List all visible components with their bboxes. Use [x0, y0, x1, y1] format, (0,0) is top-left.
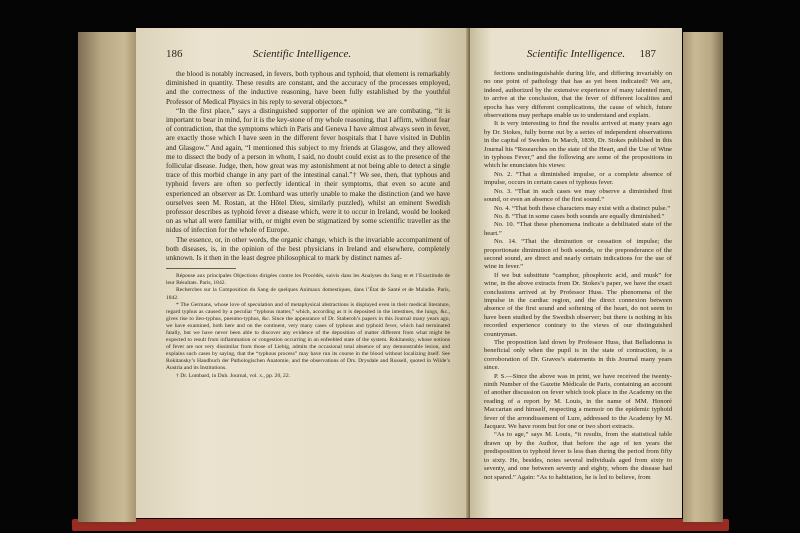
right-paragraph-6: No. 8. “That in some cases both sounds are equally diminished.”	[494, 212, 665, 220]
footnote-4: † Dr. Lombard, in Dub. Journal, vol. x., pp. 20, 22.	[176, 372, 291, 379]
left-page-body	[166, 70, 450, 380]
right-paragraph-11: P. S.—Since the above was in print, we have received the twenty-ninth Number of the Gazette Médicale de Paris, containing an account of another discussion on fever which took place in the Academy on the reading of a report by M. Louis, in the name of MM. Honoré Maccartan and himself, respecting a memoir on the epidemic typhoid fever of the arrondissement of Lure, addressed to the Academy by M. Jacquez. We have room but for one or two short extracts.	[484, 372, 672, 431]
left-running-title: Scientific Intelligence.	[252, 48, 352, 60]
book-cover	[72, 519, 729, 531]
right-paragraph-2: It is very interesting to find the results arrived at many years ago by Dr. Stokes, fully borne out by a series of independent observations in the capital of Sweden. In March, 1839, Dr. Stokes published in this Journal his “Researches on the state of the Heart, and the Use of Wine in typhous Fever,” and the following are some of the propositions in which he enunciates his views:	[484, 120, 672, 170]
footnote-divider	[166, 268, 236, 269]
right-page-body	[484, 70, 672, 482]
left-page	[136, 28, 468, 518]
right-paragraph-3: No. 2. “That a diminished impulse, or a complete absence of impulse, occurs in certain cases of typhous fever.	[484, 170, 672, 187]
left-paragraph-3: The essence, or, in other words, the organic change, which is the invariable accompaniment of both diseases, is, in the opinion of the best physicians in Ireland and elsewhere, completely unknown. Is it then in the least degree philosophical to mark by distinct names af-	[166, 235, 450, 263]
right-paragraph-7: No. 10. “That these phenomena indicate a debilitated state of the heart.”	[484, 221, 672, 237]
left-paragraph-1: the blood is notably increased, in fevers, both typhous and typhoid, that element is remarkably diminished in quantity. These results are constant, and the accuracy of the processes employed, and the correctness of the inductive reasoning, have been fully established by the youthful Professor of Medical Physics in his reply to several objectors.*	[166, 70, 450, 106]
left-page-header	[158, 48, 446, 66]
right-paragraph-5: No. 4. “That both these characters may exist with a distinct pulse.”	[494, 204, 671, 212]
right-paragraph-9: If we but substitute “camphor, phosphoric acid, and musk” for wine, in the above extracts from Dr. Stokes’s paper, we have the exact conclusions arrived at by Professor Huss. The phenomena of the impulse in the cardiac region, and the direct connexion between absence of the first sound and softening of the heart, do not seem to have been studied by the Swedish observer; but there is nothing in his recorded experience contrary to the views of our distinguished countryman.	[484, 271, 672, 338]
left-paragraph-2: “In the first place,” says a distinguished supporter of the opinion we are combating, “it is important to bear in mind, for it is the key-stone of my whole reasoning, that I affirm, without fear of contradiction, that the symptoms which in Paris and Geneva I have almost always seen in fever, are exactly those which I have seen in the different fever hospitals that I have visited in Dublin and Glasgow.” And again, “I mentioned this subject to my friends at Glasgow, and they allowed me to dissect the body of a person in whom, I said, no doubt could exist as to the presence of the follicular disease. Judge, then, how great was my astonishment at not being able to detect a single trace of this morbid change in any part of the intestinal canal.”† We see, then, that typhous and typhoid fevers are often so perfectly identical in their symptoms, that even so acute and experienced an observer as Dr. Lombard was utterly unable to make the distinction (and we have ourselves seen M. Rostan, at the Hôtel Dieu, similarly puzzled), whilst an eminent Swedish professor describes as typhoid fever a disease which, were it to occur in Ireland, would be looked on as what all were familiar with, or might even be stigmatized by some scientific traveller as the nidus of infection for the whole of Europe.	[166, 106, 450, 235]
footnote-3: * The Germans, whose love of speculation and of metaphysical abstractions is displayed even in their medical literature, regard typhus as caused by a peculiar “typhous matter,” which, according as it is deposited in the intestines, the lungs, &c., gives rise to ileo-typhus, pneumo-typhus, &c. Since the appearance of Dr. Staberoh’s papers in this Journal many years ago, we have examined, both here and on the continent, very many cases of typhous and typhoid fever, which had terminated fatally, but we have never been able to discover any evidence of the deposition of matter different from what might be expected to result from inflammation or congestion occurring in an enfeebled state of the system. Rokitansky, whose notions of fever are not very dissimilar from those of Liebig, admits the occasional total absence of any demonstrable lesion, and explains such cases by saying, that the “typhous process” may have run its course in the blood without localizing itself. See Rokitansky’s Handbuch der Pathologischen Anatomie, and the observations of Drs. Drysdale and Russell, quoted in Wilde’s Austria and its Institutions.	[166, 301, 450, 372]
right-page-number: 187	[639, 48, 656, 60]
footnotes	[166, 273, 450, 379]
right-paragraph-4: No. 3. “That in such cases we may observe a diminished first sound, or even an absence of the first sound.”	[484, 187, 672, 204]
right-page	[470, 28, 682, 518]
right-paragraph-12: “As to age,” says M. Louis, “it results, from the statistical table drawn up by the Author, that before the age of ten years the predisposition to typhoid fever is less than during the period from fifty to sixty. He, besides, notes several individuals aged from sixty to seventy, and one between seventy and eighty, whom the disease had not spared.” Again: “As to habitation, he is led to believe, from	[484, 431, 672, 481]
right-running-title: Scientific Intelligence.	[526, 48, 626, 60]
footnote-1: Réponse aux principales Objections dirigées contre les Procédés, suivis dans les Analyses du Sang et et l’Exactitude de leur Résultats. Paris, 1842.	[166, 273, 450, 287]
left-page-number: 186	[166, 48, 183, 60]
right-paragraph-10: The proposition laid down by Professor Huss, that Belladonna is beneficial only when the pupil is in the state of contraction, is a corroboration of Dr. Graves’s statements in this Journal many years since.	[484, 339, 672, 372]
page-edges-left	[78, 32, 136, 525]
open-book	[78, 20, 723, 525]
right-paragraph-1: fections undistinguishable during life, and differing invariably on no one point of pathology that has as yet been indicated? We are, indeed, authorized by the extensive experience of many talented men, to arrive at the conclusion, that the fever of different localities and epochs has very different complications, the cause of which, future observations may perhaps enable us to understand and explain.	[484, 70, 672, 120]
page-edges-right	[683, 32, 723, 525]
right-paragraph-8: No. 14. “That the diminution or cessation of impulse; the proportionate diminution of both sounds, or the preponderance of the second sound, are direct and nearly certain indications for the use of wine in fever.”	[484, 238, 672, 271]
footnote-2: Recherches sur la Composition du Sang de quelques Animaux domestiques, dans l’État de Santé et de Maladie. Paris, 1842.	[166, 287, 450, 301]
right-page-header	[492, 48, 660, 66]
